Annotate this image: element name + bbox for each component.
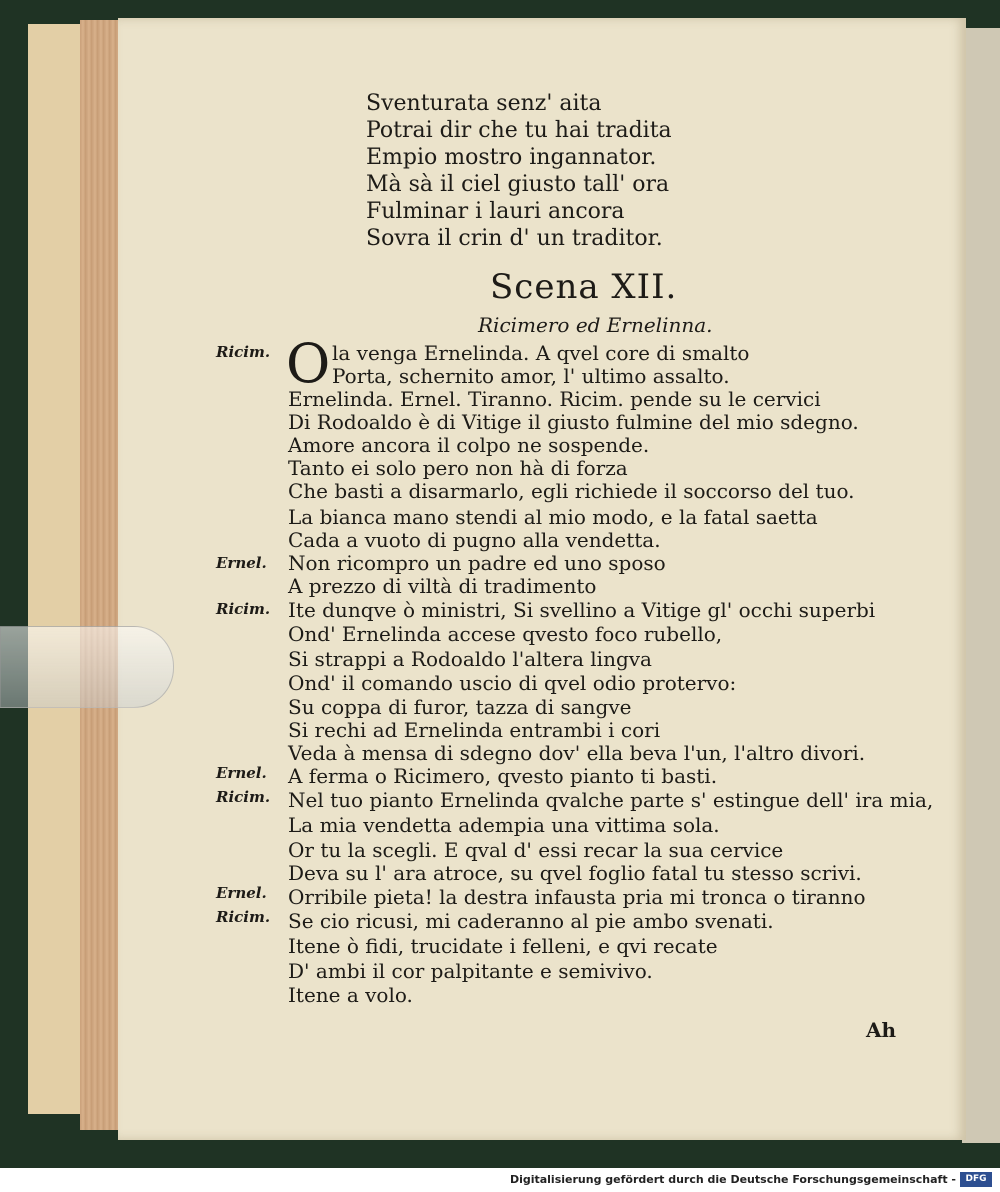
text-line: Cada a vuoto di pugno alla vendetta. [288,528,661,552]
footer-bar [0,1168,1000,1192]
page-clip [0,626,174,708]
text-line: Ite dunqve ò ministri, Si svellino a Vitige gl' occhi superbi [288,598,876,622]
text-line: Non ricompro un padre ed uno sposo [288,551,666,575]
text-line: Deva su l' ara atroce, su qvel foglio fatal tu stesso scrivi. [288,861,862,885]
aria-line: Sventurata senz' aita [366,91,602,116]
text-line: Ond' il comando uscio di qvel odio protervo: [288,671,737,695]
speaker-label: Ricim. [216,343,271,361]
underlying-page [28,24,80,1114]
text-line: La bianca mano stendi al mio modo, e la fatal saetta [288,505,818,529]
text-line: A prezzo di viltà di tradimento [288,574,597,598]
catchword: Ah [866,1018,897,1042]
drop-cap: O [286,332,331,395]
text-line: Su coppa di furor, tazza di sangve [288,695,632,719]
text-line: Amore ancora il colpo ne sospende. [288,433,650,457]
text-line: Si strappi a Rodoaldo l'altera lingva [288,647,652,671]
speaker-label: Ricim. [216,600,271,618]
aria-line: Fulminar i lauri ancora [366,199,625,224]
text-line: D' ambi il cor palpitante e semivivo. [288,959,653,983]
dfg-logo: DFG [960,1172,992,1187]
right-cover-board [962,28,1000,1143]
speaker-label: Ricim. [216,788,271,806]
text-line: Orribile pieta! la destra infausta pria mi tronca o tiranno [288,885,866,909]
aria-line: Empio mostro ingannator. [366,145,657,170]
speaker-label: Ernel. [216,554,267,572]
scene-title: Scena XII. [490,267,678,307]
funding-credit: Digitalisierung gefördert durch die Deutsche Forschungsgemeinschaft - [509,1173,956,1186]
text-line: Veda à mensa di sdegno dov' ella beva l'un, l'altro divori. [288,741,866,765]
aria-line: Sovra il crin d' un traditor. [366,226,663,251]
text-line: Se cio ricusi, mi caderanno al pie ambo svenati. [288,909,774,933]
scene-characters: Ricimero ed Ernelinna. [478,313,713,337]
text-line: Ond' Ernelinda accese qvesto foco rubello, [288,622,723,646]
text-line: Nel tuo pianto Ernelinda qvalche parte s' estingue dell' ira mia, [288,788,934,812]
text-line: Porta, schernito amor, l' ultimo assalto. [332,364,730,388]
aria-line: Mà sà il ciel giusto tall' ora [366,172,670,197]
text-line: Itene a volo. [288,983,413,1007]
text-line: la venga Ernelinda. A qvel core di smalto [332,341,750,365]
text-line: A ferma o Ricimero, qvesto pianto ti basti. [288,764,718,788]
speaker-label: Ricim. [216,908,271,926]
aria-line: Potrai dir che tu hai tradita [366,118,672,143]
text-line: Di Rodoaldo è di Vitige il giusto fulmine del mio sdegno. [288,410,859,434]
text-line: Ernelinda. Ernel. Tiranno. Ricim. pende su le cervici [288,387,821,411]
text-line: Tanto ei solo pero non hà di forza [288,456,628,480]
text-line: Itene ò fidi, trucidate i felleni, e qvi recate [288,934,718,958]
speaker-label: Ernel. [216,884,267,902]
speaker-label: Ernel. [216,764,267,782]
text-line: La mia vendetta adempia una vittima sola. [288,813,720,837]
text-line: Or tu la scegli. E qval d' essi recar la sua cervice [288,838,784,862]
text-line: Si rechi ad Ernelinda entrambi i cori [288,718,661,742]
text-line: Che basti a disarmarlo, egli richiede il soccorso del tuo. [288,479,855,503]
